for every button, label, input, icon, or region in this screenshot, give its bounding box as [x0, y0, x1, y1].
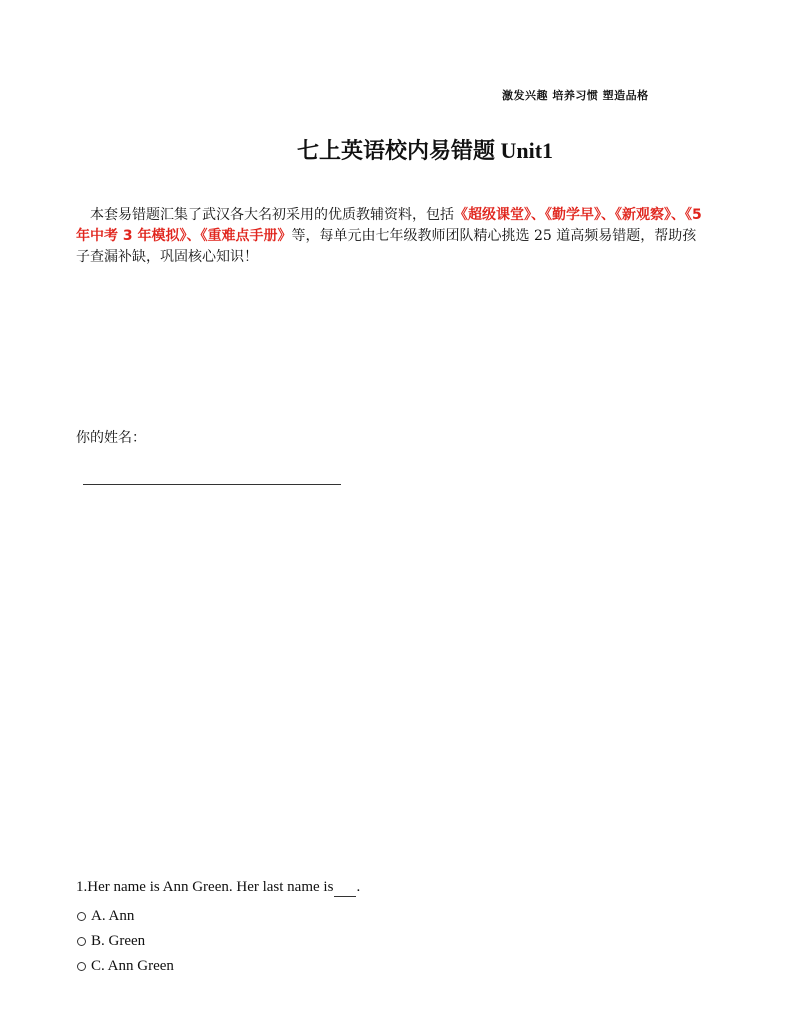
header-motto: 激发兴趣 培养习惯 塑造品格 [502, 89, 649, 102]
intro-paragraph [76, 205, 706, 268]
answer-blank [334, 882, 356, 897]
option-b-label: B. Green [91, 933, 146, 949]
radio-circle-icon[interactable] [77, 937, 86, 946]
intro-text-end: 等，每单元由七年级教师团队精心挑选 25 道高频易错题，帮助孩子查漏补缺，巩固核心知识！ [76, 228, 697, 265]
radio-circle-icon[interactable] [77, 912, 86, 921]
radio-circle-icon[interactable] [77, 962, 86, 971]
question-1-text: 1.Her name is Ann Green. Her last name is [76, 879, 334, 895]
option-a-label: A. Ann [91, 908, 135, 924]
question-1 [76, 879, 360, 897]
name-input-line[interactable] [83, 484, 341, 485]
option-c-label: C. Ann Green [91, 958, 174, 974]
option-c[interactable] [77, 958, 174, 975]
name-label: 你的姓名： [76, 430, 146, 446]
question-1-end: . [356, 879, 361, 895]
intro-text-start: 本套易错题汇集了武汉各大名初采用的优质教辅资料，包括 [90, 207, 454, 223]
intro-highlight-books: 《超级课堂》、《勤学早》、《新观察》、《5 年中考 3 年模拟》、《重难点手册》 [76, 207, 702, 244]
option-a[interactable] [77, 908, 134, 925]
option-b[interactable] [77, 933, 145, 950]
page-title: 七上英语校内易错题 Unit1 [296, 138, 554, 163]
